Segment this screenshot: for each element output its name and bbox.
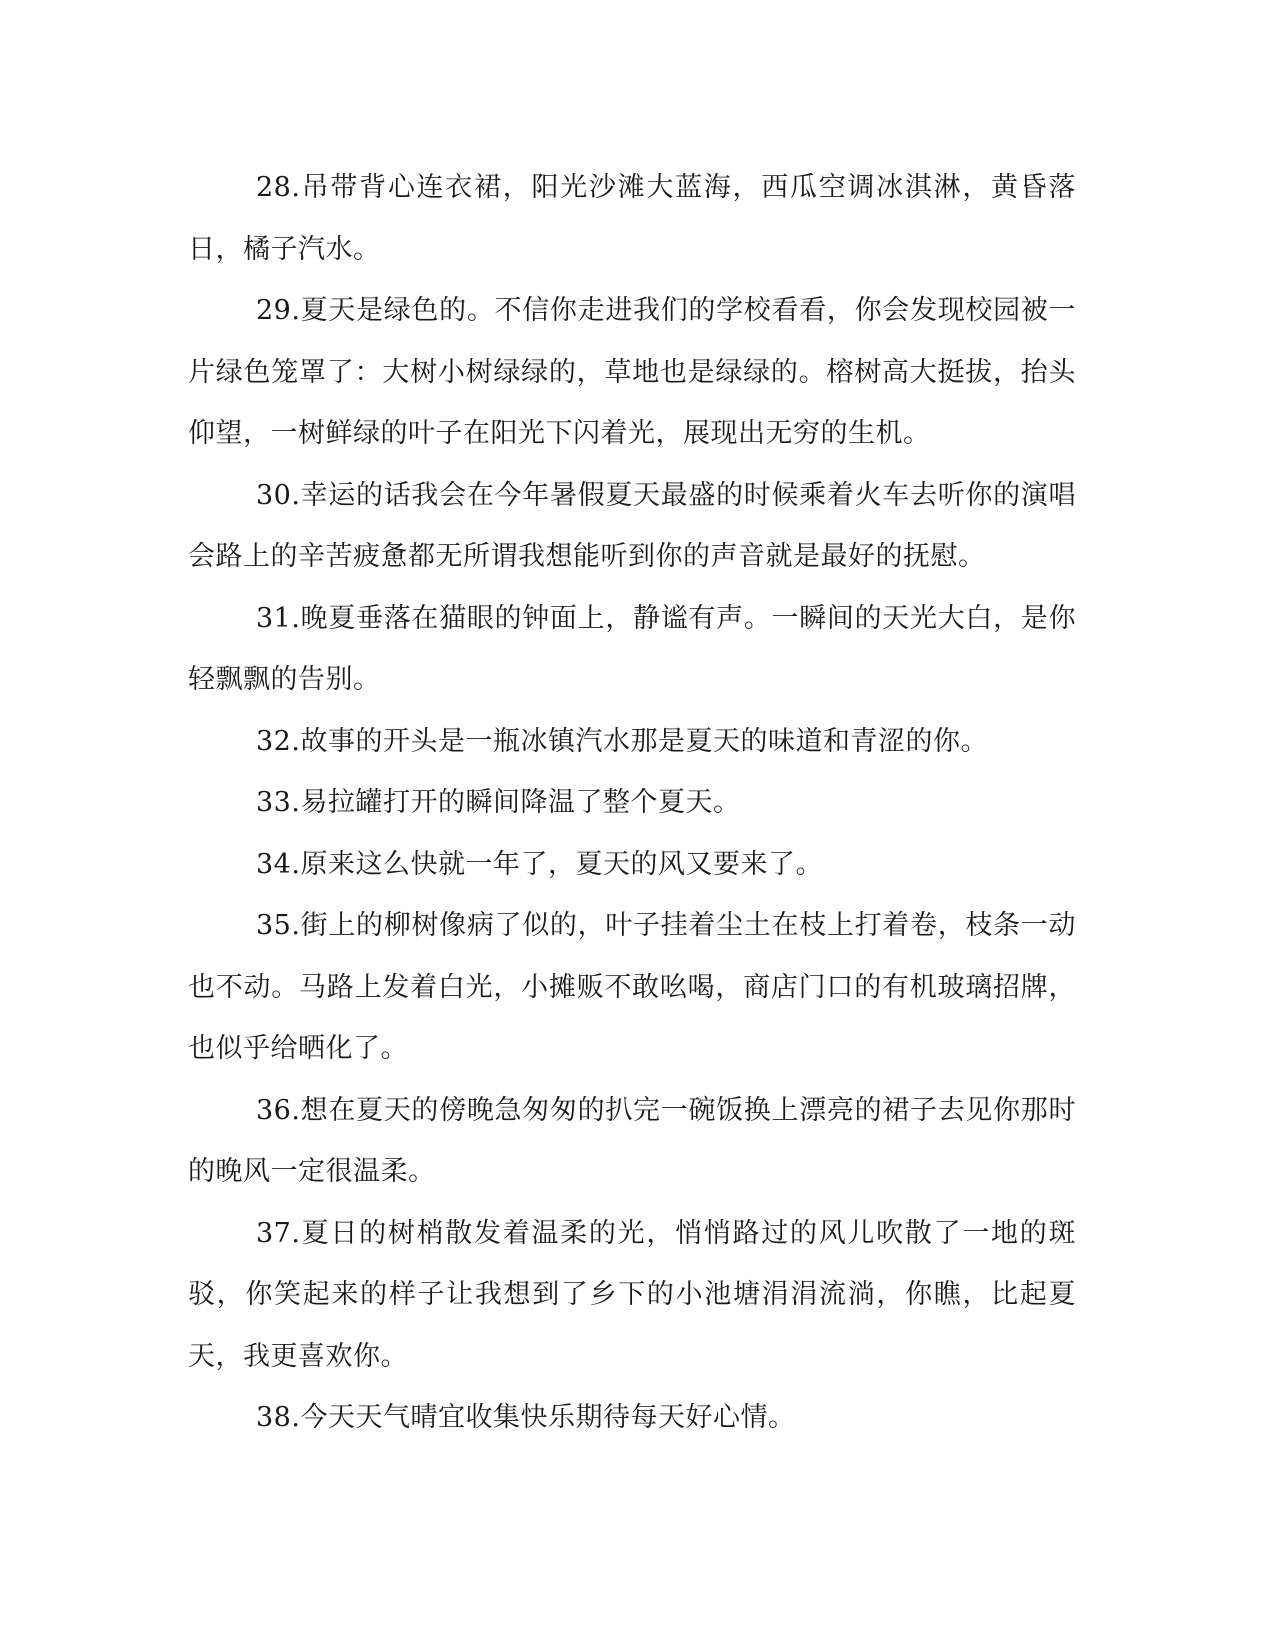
paragraph-34: 34.原来这么快就一年了，夏天的风又要来了。 bbox=[256, 848, 823, 880]
paragraph-28: 28.吊带背心连衣裙，阳光沙滩大蓝海，西瓜空调冰淇淋，黄昏落日，橘子汽水。 bbox=[188, 172, 1076, 265]
paragraph-30: 30.幸运的话我会在今年暑假夏天最盛的时候乘着火车去听你的演唱会路上的辛苦疲惫都无所谓我想能听到你的声音就是最好的抚慰。 bbox=[188, 479, 1076, 572]
paragraph-37: 37.夏日的树梢散发着温柔的光，悄悄路过的风儿吹散了一地的斑驳，你笑起来的样子让我想到了乡下的小池塘涓涓流淌，你瞧，比起夏天，我更喜欢你。 bbox=[188, 1217, 1076, 1372]
paragraph-35: 35.街上的柳树像病了似的，叶子挂着尘土在枝上打着卷，枝条一动也不动。马路上发着白光，小摊贩不敢吆喝，商店门口的有机玻璃招牌，也似乎给晒化了。 bbox=[188, 910, 1076, 1064]
document-body bbox=[188, 157, 1076, 1449]
paragraph-32: 32.故事的开头是一瓶冰镇汽水那是夏天的味道和青涩的你。 bbox=[256, 725, 988, 757]
paragraph-31: 31.晚夏垂落在猫眼的钟面上，静谧有声。一瞬间的天光大白，是你轻飘飘的告别。 bbox=[188, 602, 1076, 695]
paragraph-36: 36.想在夏天的傍晚急匆匆的扒完一碗饭换上漂亮的裙子去见你那时的晚风一定很温柔。 bbox=[188, 1094, 1076, 1187]
paragraph-33: 33.易拉罐打开的瞬间降温了整个夏天。 bbox=[256, 787, 741, 818]
paragraph-29: 29.夏天是绿色的。不信你走进我们的学校看看，你会发现校园被一片绿色笼罩了：大树小树绿绿的，草地也是绿绿的。榕树高大挺拔，抬头仰望，一树鲜绿的叶子在阳光下闪着光，展现出无穷的生机。 bbox=[188, 295, 1076, 449]
paragraph-38: 38.今天天气晴宜收集快乐期待每天好心情。 bbox=[256, 1402, 796, 1433]
